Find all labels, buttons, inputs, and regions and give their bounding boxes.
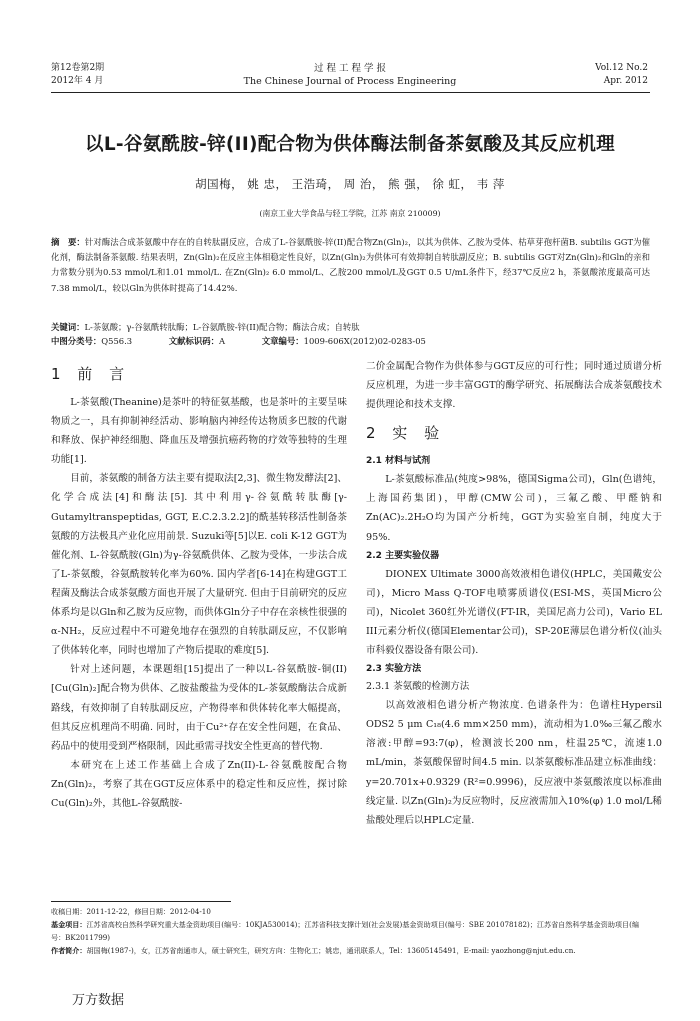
- classification-line: [51, 334, 650, 348]
- doc-code-label: 文献标识码：: [168, 336, 220, 346]
- keywords: [51, 320, 650, 334]
- subsubsection-heading: 2.3.1 茶氨酸的检测方法: [366, 681, 470, 693]
- journal-name-cn: 过 程 工 程 学 报: [313, 63, 387, 74]
- paragraph: L-茶氨酸(Theanine)是茶叶的特征氨基酸，也是茶叶的主要呈味物质之一，具有抑制神经活动、影响脑内神经传达物质多巴胺的代谢和释放、保护神经细胞、降血压及增强抗癌药物的疗效等独特的生理功能[1].: [51, 397, 347, 466]
- paper-title: 以L-谷氨酰胺-锌(II)配合物为供体酶法制备茶氨酸及其反应机理: [85, 134, 615, 155]
- article-number-field: [262, 336, 426, 346]
- doc-code-field: [169, 336, 225, 346]
- author-bio-label: 作者简介：: [51, 946, 87, 955]
- paragraph: L-茶氨酸标准品(纯度>98%，德国Sigma公司)，Gln(色谱纯，上海国药集团)，甲醇(CMW公司)，三氟乙酸、甲醛钠和Zn(AC)₂.2H₂O均为国产分析纯，GGT为实验室自制，纯度大于95%.: [366, 474, 662, 543]
- volume-issue: 第12卷第2期: [51, 63, 105, 73]
- header-divider: [51, 92, 650, 93]
- paragraph: 本研究在上述工作基础上合成了Zn(II)-L-谷氨酰胺配合物Zn(Gln)₂，考察了其在GGT反应体系中的稳定性和反应性，探讨除Cu(Gln)₂外，其他L-谷氨酰胺-: [51, 759, 347, 809]
- header-journal: [200, 62, 500, 88]
- header-volume-en: [595, 62, 648, 88]
- fund-text: 江苏省高校自然科学研究重大基金资助项目(编号：10KJA530014)；江苏省科技支撑计划(社会发展)基金资助项目(编号：SBE 201078182)；江苏省自然科学基金资助项目(编号：BK2011799): [51, 920, 639, 942]
- abstract: [51, 235, 650, 296]
- article-number-value: 1009-606X(2012)02-0283-05: [303, 336, 426, 346]
- paragraph: 二价金属配合物作为供体参与GGT反应的可行性；同时通过质谱分析反应机理，为进一步丰富GGT的酶学研究、拓展酶法合成茶氨酸技术提供理论和技术支撑.: [366, 361, 662, 411]
- subsection-heading: 2.3 实验方法: [366, 664, 422, 675]
- doc-code-value: A: [219, 336, 226, 346]
- publish-date: 2012年 4 月: [51, 76, 104, 86]
- author-bio-text: 胡国梅(1987-)，女，江苏省南通市人，硕士研究生，研究方向：生物化工；姚忠，通讯联系人，Tel：13605145491，E-mail: yaozhong@njut.edu.cn.: [86, 946, 576, 955]
- left-column: [51, 357, 347, 813]
- section-heading-experiment: 2 实 验: [366, 424, 446, 443]
- author-bio: [51, 944, 650, 957]
- footnotes: [51, 905, 650, 957]
- fund-info: [51, 918, 650, 944]
- footnote-divider: [51, 901, 231, 902]
- abstract-label: 摘 要：: [51, 237, 85, 247]
- subsection-heading: 2.2 主要实验仪器: [366, 550, 440, 561]
- affiliation: (南京工业大学食品与轻工学院，江苏 南京 210009): [259, 209, 441, 218]
- clc-label: 中图分类号：: [51, 336, 102, 346]
- article-number-label: 文章编号：: [261, 336, 304, 346]
- fund-label: 基金项目：: [51, 920, 87, 929]
- right-column: [366, 357, 662, 830]
- watermark: 万方数据: [72, 993, 125, 1008]
- clc-value: Q556.3: [101, 336, 133, 346]
- header-volume: [51, 62, 104, 88]
- keywords-text: L-茶氨酸；γ-谷氨酰转肽酶；L-谷氨酰胺-锌(II)配合物；酶法合成；自转肽: [84, 322, 360, 332]
- paragraph: 目前，茶氨酸的制备方法主要有提取法[2,3]、微生物发酵法[2]、化学合成法[4]和酶法[5]. 其中利用γ-谷氨酰转肽酶[γ-Gutamyltranspeptidas, GGT, E.C.2.3.2.2]的酰基转移活性制备茶氨酸的方法极具产业化应用前景. Suzuki等[5]以E. coli K-12 GGT为催化剂、L-谷氨酰胺(Gln)为γ-谷氨酰供体、乙胺为受体，一步法合成了L-茶氨酸，谷氨酰胺转化率为60%. 国内学者[6-14]在构建GGT工程菌及酶法合成茶氨酸方面也开展了大量研究. 但由于目前研究的反应体系均是以Gln和乙胺为反应物，而供体Gln分子中存在亲核性很强的α-NH₂，反应过程中不可避免地存在强烈的自转肽副反应，不仅影响了供体转化率，同时也增加了产物后提取的难度[5].: [51, 473, 347, 657]
- journal-name-en: The Chinese Journal of Process Engineering: [243, 76, 457, 87]
- abstract-text: 针对酶法合成茶氨酸中存在的自转肽副反应，合成了L-谷氨酰胺-锌(II)配合物Zn(Gln)₂，以其为供体、乙胺为受体、枯草芽孢杆菌B. subtilis GGT为催化剂，酶法制备茶氨酸. 结果表明，Zn(Gln)₂在反应主体相稳定性良好，以Zn(Gln)₂为供体可有效抑制自转肽副反应；B. subtilis GGT对Zn(Gln)₂和Gln的亲和力常数分别为0.53 mmol/L和1.01 mmol/L. 在Zn(Gln)₂ 6.0 mmol/L、乙胺200 mmol/L及GGT 0.5 U/mL条件下，经37℃反应2 h，茶氨酸浓度最高可达7.38 mmol/L，较以Gln为供体时提高了14.42%.: [51, 237, 650, 293]
- paragraph: DIONEX Ultimate 3000高效液相色谱仪(HPLC，美国戴安公司)，Micro Mass Q-TOF电喷雾质谱仪(ESI-MS，英国Micro公司)，Nicolet 360红外光谱仪(FT-IR，美国尼高力公司)，Vario EL III元素分析仪(德国Elementar公司)，SP-20E薄层色谱分析仪(汕头市科毅仪器设备有限公司).: [366, 568, 662, 657]
- section-heading-intro: 1 前 言: [51, 365, 131, 383]
- publish-date-en: Apr. 2012: [603, 76, 648, 86]
- author-list: 胡国梅， 姚 忠， 王浩琦， 周 治， 熊 强， 徐 虹， 韦 萍: [195, 177, 505, 191]
- subsection-heading: 2.1 材料与试剂: [366, 456, 431, 467]
- received-date: 收稿日期：2011-12-22，修回日期：2012-04-10: [51, 907, 211, 916]
- clc-field: [51, 336, 132, 346]
- volume-issue-en: Vol.12 No.2: [595, 63, 648, 73]
- keywords-label: 关键词：: [51, 322, 85, 332]
- paragraph: 以高效液相色谱分析产物浓度. 色谱条件为：色谱柱Hypersil ODS2 5 μm C₁₈(4.6 mm×250 mm)，流动相为1.0‰三氟乙酸水溶液:甲醇=93:7(φ)，检测波长200 nm，柱温25℃，流速1.0 mL/min，茶氨酸保留时间4.5 min. 以茶氨酸标准品建立标准曲线：y=20.701x+0.9329 (R²=0.9996)，反应液中茶氨酸浓度以标准曲线定量. 以Zn(Gln)₂为反应物时，反应液需加入10%(φ) 1.0 mol/L稀盐酸处理后以HPLC定量.: [366, 700, 662, 826]
- paragraph: 针对上述问题，本课题组[15]提出了一种以L-谷氨酰胺-铜(II)[Cu(Gln)₂]配合物为供体、乙胺盐酸盐为受体的L-茶氨酸酶法合成新路线，有效抑制了自转肽副反应，产物得率和供体转化率大幅提高，但其反应机理尚不明确. 同时，由于Cu²⁺存在安全性问题，在食品、药品中的使用受到严格限制，因此亟需寻找安全性更高的替代物.: [51, 664, 347, 752]
